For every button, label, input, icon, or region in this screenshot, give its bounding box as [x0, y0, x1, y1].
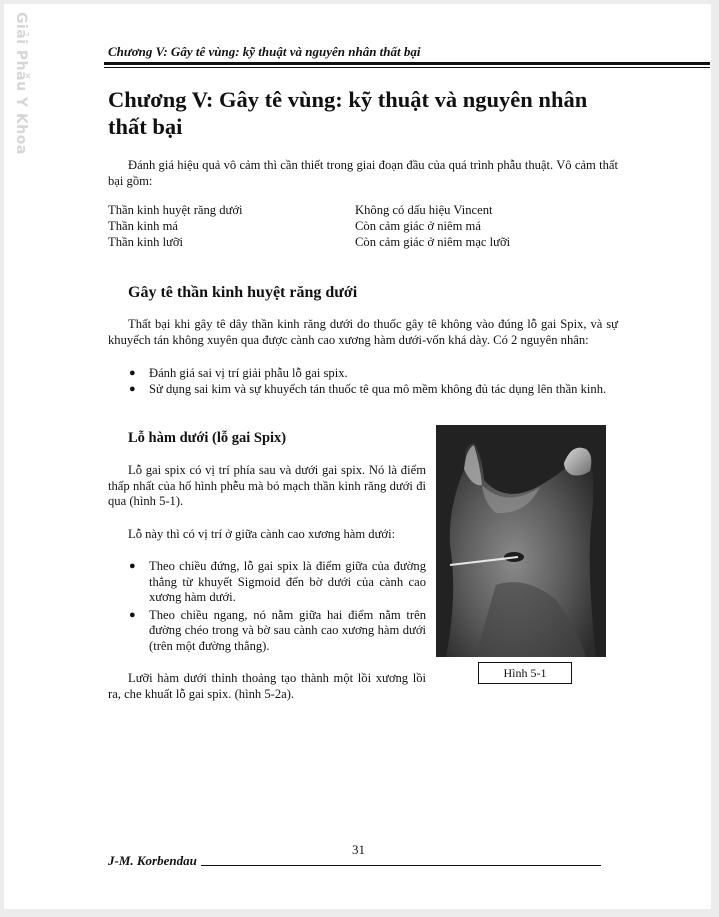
table-cell: Còn cảm giác ở niêm mạc lưỡi [355, 235, 511, 249]
causes-list [108, 366, 618, 397]
table-row [108, 234, 510, 250]
spix-paragraph-1: Lỗ gai spix có vị trí phía sau và dưới gai spix. Nó là điểm thấp nhất của hố hình phễu mà bó mạch thần kinh răng dưới đi qua (hình 5-1). [108, 463, 426, 508]
list-item [108, 559, 426, 606]
section-title: Gây tê thần kinh huyệt răng dưới [128, 284, 358, 301]
list-item-text: Theo chiều đứng, lỗ gai spix là điểm giữa của đường thẳng từ khuyết Sigmoid đến bờ dưới của cành cao xương hàm dưới. [149, 559, 426, 604]
figure-caption: Hình 5-1 [478, 662, 572, 684]
bullet-icon: ● [129, 608, 136, 621]
table-cell: Thần kinh lưỡi [108, 235, 184, 249]
list-item [108, 382, 618, 398]
spix-paragraph-2: Lỗ này thì có vị trí ở giữa cành cao xương hàm dưới: [128, 527, 396, 541]
header-rule-thick [104, 62, 710, 65]
table-cell: Thần kinh huyệt răng dưới [108, 203, 243, 217]
table-row [108, 218, 510, 234]
list-item-text: Theo chiều ngang, nó nằm giữa hai điểm nằm trên đường chéo trong và bờ sau cành cao xương hàm dưới (trên một đường thẳng). [149, 607, 426, 653]
page-number: 31 [352, 842, 365, 857]
table-cell: Còn cảm giác ở niêm má [355, 219, 481, 233]
bullet-icon: ● [129, 560, 136, 572]
section-paragraph: Thất bại khi gây tê dây thần kinh răng dưới do thuốc gây tê không vào đúng lỗ gai Spix, và sự khuyếch tán không xuyên qua được cành cao xương hàm dưới-vốn khá dày. Có 2 nguyên nhân: [108, 317, 618, 347]
mandible-bone-image [436, 425, 606, 657]
position-list [108, 559, 426, 654]
header-rule-thin [104, 67, 710, 68]
table-row [108, 202, 510, 218]
mandible-photo [436, 425, 606, 657]
list-item-text: Sử dụng sai kim và sự khuyếch tán thuốc tê qua mô mềm không đủ tác dụng lên thần kinh. [149, 381, 607, 396]
document-page [4, 4, 711, 909]
watermark: Giải Phẫu Y Khoa [13, 12, 29, 155]
chapter-title: Chương V: Gây tê vùng: kỹ thuật và nguyên nhân thất bại [108, 87, 588, 139]
bullet-icon: ● [129, 382, 136, 395]
spix-paragraph-3: Lưỡi hàm dưới thỉnh thoảng tạo thành một lồi xương lồi ra, che khuất lỗ gai spix. (hình 5-2a). [108, 671, 426, 701]
table-cell: Không có dấu hiệu Vincent [355, 203, 493, 217]
footer-rule [201, 865, 601, 866]
list-item-text: Đánh giá sai vị trí giải phẫu lỗ gai spix. [149, 366, 348, 380]
bullet-icon: ● [129, 367, 136, 379]
list-item [108, 366, 618, 382]
list-item [108, 608, 426, 655]
running-head: Chương V: Gây tê vùng: kỹ thuật và nguyên nhân thất bại [108, 44, 421, 59]
failure-table [108, 202, 510, 250]
subsection-title: Lỗ hàm dưới (lỗ gai Spix) [128, 430, 287, 446]
table-cell: Thần kinh má [108, 219, 178, 233]
footer-author: J-M. Korbendau [108, 853, 197, 868]
intro-paragraph: Đánh giá hiệu quả vô cảm thì cần thiết trong giai đoạn đầu của quá trình phẫu thuật. Vô cảm thất bại gồm: [108, 158, 618, 188]
